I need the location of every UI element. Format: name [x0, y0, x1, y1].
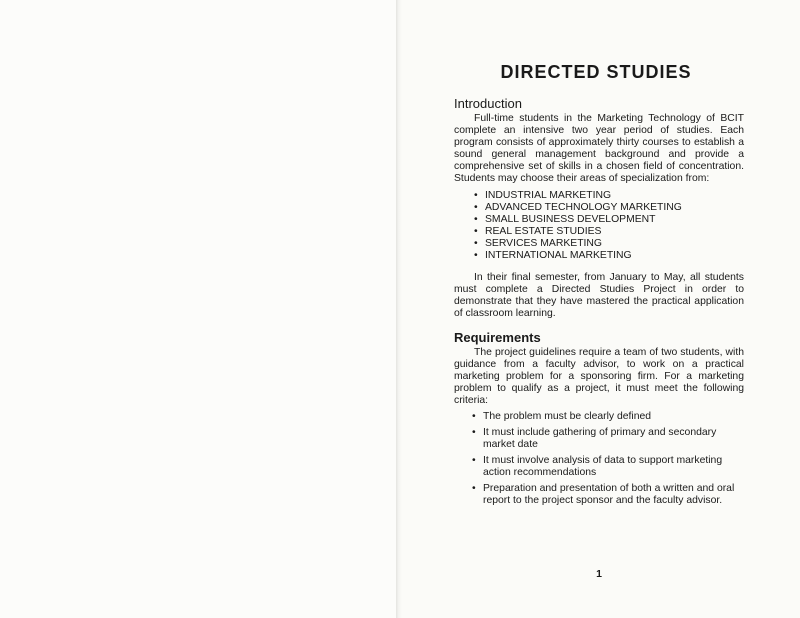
page-number: 1: [596, 568, 602, 580]
list-item: • It must involve analysis of data to support marketing action recommendations: [472, 455, 744, 479]
list-item: • The problem must be clearly defined: [472, 411, 744, 423]
list-item: • ADVANCED TECHNOLOGY MARKETING: [474, 202, 744, 214]
list-item: • INTERNATIONAL MARKETING: [474, 250, 744, 262]
left-page-blank: [0, 0, 398, 618]
criteria-list: [454, 411, 744, 507]
list-item: • Preparation and presentation of both a written and oral report to the project sponsor and the faculty advisor.: [472, 483, 744, 507]
list-item: • REAL ESTATE STUDIES: [474, 226, 744, 238]
introduction-paragraph: Full-time students in the Marketing Technology of BCIT complete an intensive two year period of studies. Each program consists of approximately thirty courses to establish a sound general management background and provide a comprehensive set of skills in a chosen field of concentration. Students may choose their areas of specialization from:: [454, 113, 744, 184]
right-page: [402, 0, 800, 618]
list-item: • INDUSTRIAL MARKETING: [474, 190, 744, 202]
document-title: DIRECTED STUDIES: [500, 62, 692, 82]
list-item: • SERVICES MARKETING: [474, 238, 744, 250]
page-content: [454, 96, 744, 511]
requirements-heading: Requirements: [454, 330, 541, 345]
specialization-list: [454, 190, 744, 262]
final-semester-paragraph: In their final semester, from January to May, all students must complete a Directed Studies Project in order to demonstrate that they have mastered the practical application of classroom learning.: [454, 272, 744, 319]
requirements-paragraph: The project guidelines require a team of two students, with guidance from a faculty advisor, to work on a practical marketing problem for a sponsoring firm. For a marketing problem to qualify as a project, it must meet the following criteria:: [454, 347, 744, 406]
spacer: [454, 320, 744, 330]
introduction-heading: Introduction: [454, 96, 522, 111]
list-item: • SMALL BUSINESS DEVELOPMENT: [474, 214, 744, 226]
list-item: • It must include gathering of primary and secondary market date: [472, 427, 744, 451]
